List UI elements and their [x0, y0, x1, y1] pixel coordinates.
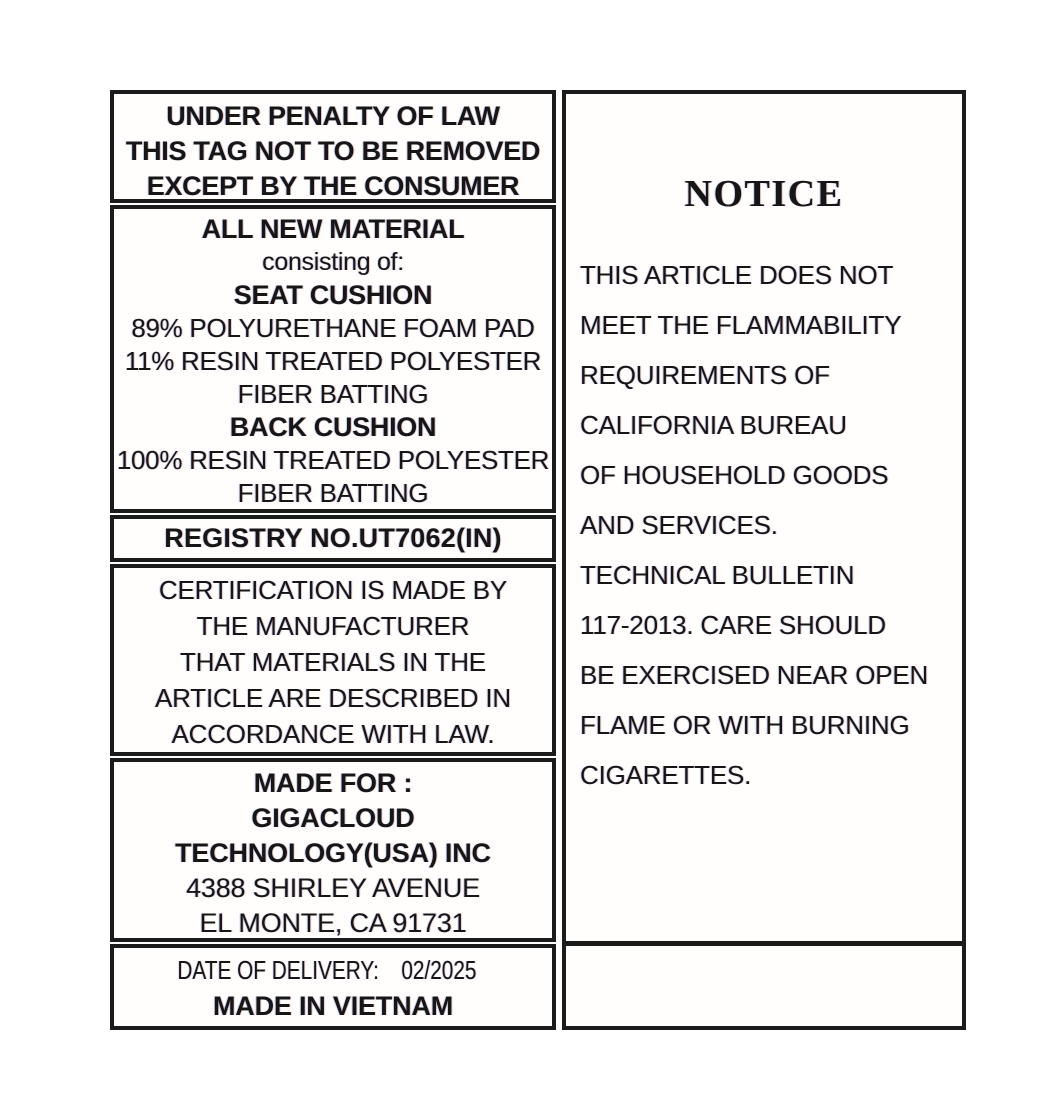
seat-cushion-content: 11% RESIN TREATED POLYESTER — [124, 346, 542, 376]
penalty-line: THIS TAG NOT TO BE REMOVED — [125, 136, 541, 166]
certification-line: THE MANUFACTURER — [196, 611, 470, 641]
back-cushion-content: FIBER BATTING — [237, 478, 429, 508]
notice-body — [566, 250, 962, 800]
date-of-delivery-label: DATE OF DELIVERY: — [177, 955, 379, 985]
back-cushion-heading: BACK CUSHION — [229, 412, 437, 442]
notice-line: CALIFORNIA BUREAU — [580, 410, 847, 440]
date-of-delivery-row — [177, 954, 476, 987]
company-name: TECHNOLOGY(USA) INC — [175, 838, 491, 868]
notice-line: TECHNICAL BULLETIN — [580, 560, 855, 590]
seat-cushion-content: FIBER BATTING — [237, 379, 429, 409]
notice-line: FLAME OR WITH BURNING — [580, 710, 910, 740]
certification-line: THAT MATERIALS IN THE — [180, 647, 486, 677]
notice-column — [562, 90, 966, 1030]
certification-line: ACCORDANCE WITH LAW. — [171, 719, 495, 749]
notice-line: CIGARETTES. — [580, 760, 752, 790]
company-address: EL MONTE, CA 91731 — [199, 908, 467, 938]
penalty-line: UNDER PENALTY OF LAW — [166, 101, 500, 131]
seat-cushion-heading: SEAT CUSHION — [233, 280, 433, 310]
seat-cushion-content: 89% POLYURETHANE FOAM PAD — [131, 313, 535, 343]
material-title: ALL NEW MATERIAL — [201, 214, 465, 244]
left-column — [110, 90, 556, 1030]
company-address: 4388 SHIRLEY AVENUE — [186, 873, 480, 903]
notice-line: BE EXERCISED NEAR OPEN — [580, 660, 929, 690]
notice-section — [566, 94, 962, 941]
notice-line: AND SERVICES. — [580, 510, 778, 540]
made-for-heading: MADE FOR : — [253, 768, 413, 798]
certification-section — [110, 564, 556, 756]
date-of-delivery-value: 02/2025 — [401, 955, 477, 985]
empty-bottom-cell — [566, 941, 962, 1026]
material-section — [110, 205, 556, 513]
notice-line: REQUIREMENTS OF — [580, 360, 830, 390]
notice-line: THIS ARTICLE DOES NOT — [580, 260, 894, 290]
notice-line: OF HOUSEHOLD GOODS — [580, 460, 889, 490]
penalty-section — [110, 90, 556, 203]
certification-line: CERTIFICATION IS MADE BY — [158, 575, 508, 605]
certification-line: ARTICLE ARE DESCRIBED IN — [155, 683, 511, 713]
back-cushion-content: 100% RESIN TREATED POLYESTER — [116, 445, 550, 475]
made-for-section — [110, 758, 556, 942]
delivery-section — [110, 944, 556, 1030]
company-name: GIGACLOUD — [251, 803, 415, 833]
registry-number: REGISTRY NO.UT7062(IN) — [164, 523, 502, 553]
notice-title: NOTICE — [684, 173, 844, 215]
registry-section — [110, 515, 556, 562]
penalty-line: EXCEPT BY THE CONSUMER — [146, 171, 520, 201]
notice-line: MEET THE FLAMMABILITY — [580, 310, 902, 340]
material-subtitle: consisting of: — [262, 248, 404, 276]
country-of-origin: MADE IN VIETNAM — [212, 991, 453, 1021]
notice-line: 117-2013. CARE SHOULD — [580, 610, 887, 640]
